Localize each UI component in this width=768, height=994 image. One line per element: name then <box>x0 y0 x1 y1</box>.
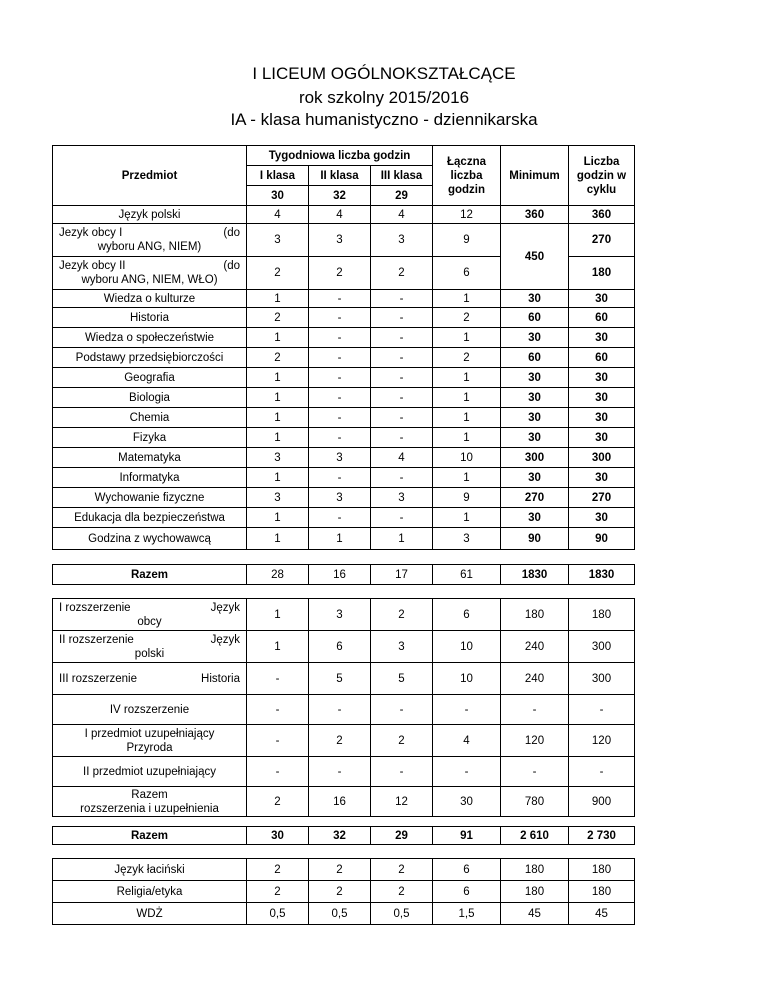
cell: 2 <box>247 787 309 817</box>
cell: 30 <box>501 368 569 388</box>
cell: - <box>309 388 371 408</box>
cell: - <box>309 290 371 308</box>
cell: 1 <box>433 368 501 388</box>
cell-subject: II przedmiot uzupełniający <box>53 757 247 787</box>
cell: 30 <box>569 368 635 388</box>
cell: - <box>247 725 309 757</box>
cell: 17 <box>371 565 433 585</box>
cell: - <box>433 757 501 787</box>
school-year: rok szkolny 2015/2016 <box>298 88 470 107</box>
cell: - <box>247 695 309 725</box>
cell-subject <box>53 599 247 631</box>
table-row <box>53 827 635 845</box>
cell: - <box>309 468 371 488</box>
cell: 0,5 <box>309 903 371 925</box>
cell: 1 <box>247 599 309 631</box>
cell: - <box>569 695 635 725</box>
cell-subject: Język polski <box>53 206 247 224</box>
cell: 300 <box>569 663 635 695</box>
cell: 3 <box>309 599 371 631</box>
cell-subject: Biologia <box>53 388 247 408</box>
cell-subject: Wychowanie fizyczne <box>53 488 247 508</box>
cell-subject: Podstawy przedsiębiorczości <box>53 348 247 368</box>
cell: 6 <box>433 859 501 881</box>
table-row <box>53 787 635 817</box>
cell: - <box>371 388 433 408</box>
cell: 28 <box>247 565 309 585</box>
cell: 29 <box>371 827 433 845</box>
cell-subject <box>53 663 247 695</box>
cell-subject: Historia <box>53 308 247 328</box>
cell: 60 <box>569 308 635 328</box>
cell: 16 <box>309 787 371 817</box>
cell: 360 <box>501 206 569 224</box>
table-row <box>53 290 635 308</box>
table-row <box>53 903 635 925</box>
r2-label-a: II rozszerzenie <box>59 633 134 646</box>
cell: 0,5 <box>247 903 309 925</box>
table-row <box>53 508 635 528</box>
cell: 270 <box>569 488 635 508</box>
cell: 300 <box>569 448 635 468</box>
cell-subject: Matematyka <box>53 448 247 468</box>
r5-label-a: I przedmiot uzupełniający <box>84 727 215 740</box>
cell: 2 <box>309 859 371 881</box>
cell: 30 <box>501 468 569 488</box>
cell: 2 <box>371 725 433 757</box>
r5-label-b: Przyroda <box>126 741 173 754</box>
header-laczna: Łączna liczba godzin <box>433 146 501 206</box>
cell: 2 <box>247 859 309 881</box>
cell: 3 <box>371 488 433 508</box>
table-row <box>53 224 635 257</box>
cell: 2 <box>247 257 309 290</box>
cell: 2 <box>371 859 433 881</box>
cell: 5 <box>371 663 433 695</box>
cell: - <box>501 757 569 787</box>
header-klasa-2: II klasa <box>309 166 371 186</box>
cell: 2 <box>247 348 309 368</box>
cell: 2 610 <box>501 827 569 845</box>
cell: 1 <box>433 388 501 408</box>
cell: 2 <box>309 257 371 290</box>
cell-subject: Język łaciński <box>53 859 247 881</box>
cell: 4 <box>247 206 309 224</box>
cell: 2 <box>371 257 433 290</box>
table-row <box>53 308 635 328</box>
razem-table <box>52 564 635 585</box>
header-tygodniowa: Tygodniowa liczba godzin <box>247 146 433 166</box>
cell: - <box>501 695 569 725</box>
cell: 2 <box>371 881 433 903</box>
razem-ext-table <box>52 786 635 817</box>
cell: 6 <box>433 881 501 903</box>
cell: - <box>371 508 433 528</box>
cell-subject: IV rozszerzenie <box>53 695 247 725</box>
cell: 30 <box>433 787 501 817</box>
r2-label-b: Język <box>210 633 240 646</box>
cell: 2 <box>309 725 371 757</box>
cell: 300 <box>569 631 635 663</box>
cell-subject: Chemia <box>53 408 247 428</box>
obcy1-label-a: Jezyk obcy I <box>59 227 123 239</box>
table-row <box>53 695 635 725</box>
table-row <box>53 206 635 224</box>
cell: - <box>309 308 371 328</box>
cell-subject: Godzina z wychowawcą <box>53 528 247 550</box>
cell: 180 <box>501 599 569 631</box>
cell: 30 <box>569 508 635 528</box>
cell: - <box>371 468 433 488</box>
cell-subject: Informatyka <box>53 468 247 488</box>
cell-subject <box>53 787 247 817</box>
cell: - <box>433 695 501 725</box>
table-row <box>53 468 635 488</box>
table-row <box>53 859 635 881</box>
cell: 180 <box>569 257 635 290</box>
cell: 30 <box>501 328 569 348</box>
r3-label-b: Historia <box>201 672 240 685</box>
cell: 1830 <box>501 565 569 585</box>
cell: 30 <box>247 827 309 845</box>
cell: - <box>309 508 371 528</box>
cell: 1 <box>433 328 501 348</box>
header-klasa-1: I klasa <box>247 166 309 186</box>
cell: - <box>371 348 433 368</box>
cell-subject: Edukacja dla bezpieczeństwa <box>53 508 247 528</box>
cell: 0,5 <box>371 903 433 925</box>
cell: 180 <box>501 859 569 881</box>
r1-label-b: Język <box>210 601 240 614</box>
cell: 240 <box>501 663 569 695</box>
razem-ext-label-a: Razem <box>131 788 168 801</box>
r3-label-a: III rozszerzenie <box>59 672 137 685</box>
cell-subject: Geografia <box>53 368 247 388</box>
cell: 90 <box>501 528 569 550</box>
table-row <box>53 488 635 508</box>
cell: 12 <box>371 787 433 817</box>
cell: 1 <box>247 408 309 428</box>
table-row <box>53 881 635 903</box>
cell: 1,5 <box>433 903 501 925</box>
cell: 2 730 <box>569 827 635 845</box>
obcy1-label-b: (do <box>223 227 240 239</box>
cell: - <box>569 757 635 787</box>
cell: 180 <box>569 881 635 903</box>
cell: 2 <box>247 881 309 903</box>
cell: 60 <box>501 348 569 368</box>
cell: 5 <box>309 663 371 695</box>
cell: 4 <box>371 206 433 224</box>
cell: 9 <box>433 224 501 257</box>
cell: 780 <box>501 787 569 817</box>
cell: 91 <box>433 827 501 845</box>
school-name: I LICEUM OGÓLNOKSZTAŁCĄCE <box>252 64 516 83</box>
cell: 1 <box>433 508 501 528</box>
table-row <box>53 528 635 550</box>
cell: - <box>309 368 371 388</box>
cell: 120 <box>569 725 635 757</box>
main-hours-table <box>52 145 635 550</box>
cell: 6 <box>433 257 501 290</box>
cell: 1 <box>433 428 501 448</box>
cell: - <box>371 757 433 787</box>
extensions-table <box>52 598 635 787</box>
razem-ext-label-b: rozszerzenia i uzupełnienia <box>80 802 219 815</box>
cell: 6 <box>433 599 501 631</box>
cell: 1 <box>433 468 501 488</box>
cell: - <box>309 428 371 448</box>
cell: - <box>371 328 433 348</box>
razem-label: Razem <box>53 565 247 585</box>
header-cykl: Liczba godzin w cyklu <box>569 146 635 206</box>
r1-label-c: obcy <box>137 615 162 628</box>
cell: 1 <box>433 290 501 308</box>
table-row <box>53 631 635 663</box>
cell-subject: WDŻ <box>53 903 247 925</box>
cell: 10 <box>433 663 501 695</box>
cell: 1 <box>247 428 309 448</box>
cell: 180 <box>569 599 635 631</box>
cell: 1 <box>247 328 309 348</box>
cell: 120 <box>501 725 569 757</box>
cell: 300 <box>501 448 569 468</box>
cell: 240 <box>501 631 569 663</box>
cell: 30 <box>569 428 635 448</box>
cell: - <box>371 428 433 448</box>
razem-total-label: Razem <box>53 827 247 845</box>
cell: - <box>371 290 433 308</box>
cell: 30 <box>569 328 635 348</box>
obcy2-label-a: Jezyk obcy II <box>59 260 126 272</box>
table-row <box>53 348 635 368</box>
cell: - <box>309 328 371 348</box>
r1-label-a: I rozszerzenie <box>59 601 131 614</box>
cell: 30 <box>569 408 635 428</box>
cell: 3 <box>309 488 371 508</box>
cell: 30 <box>569 468 635 488</box>
table-row <box>53 599 635 631</box>
cell: 9 <box>433 488 501 508</box>
header-tydzien-1: 30 <box>247 186 309 206</box>
cell: 3 <box>371 224 433 257</box>
cell: 3 <box>247 488 309 508</box>
cell: 32 <box>309 827 371 845</box>
cell: 30 <box>501 388 569 408</box>
cell: - <box>247 663 309 695</box>
obcy1-label-c: wyboru ANG, NIEM) <box>97 241 202 253</box>
cell: 1 <box>247 468 309 488</box>
cell: 60 <box>569 348 635 368</box>
cell: 30 <box>569 388 635 408</box>
cell: 270 <box>501 488 569 508</box>
razem-total-table <box>52 826 635 845</box>
cell: 4 <box>371 448 433 468</box>
cell: - <box>309 408 371 428</box>
cell-obcy-minimum: 450 <box>501 224 569 290</box>
cell: 90 <box>569 528 635 550</box>
header-tydzien-3: 29 <box>371 186 433 206</box>
cell: 1 <box>247 388 309 408</box>
cell-subject <box>53 631 247 663</box>
table-row <box>53 663 635 695</box>
cell-subject <box>53 224 247 257</box>
cell: 3 <box>247 224 309 257</box>
cell: - <box>371 368 433 388</box>
obcy2-label-c: wyboru ANG, NIEM, WŁO) <box>81 274 218 286</box>
cell: 60 <box>501 308 569 328</box>
cell: 2 <box>433 348 501 368</box>
cell: - <box>309 695 371 725</box>
cell: 2 <box>309 881 371 903</box>
cell-subject <box>53 257 247 290</box>
cell: - <box>309 757 371 787</box>
cell: 1 <box>247 290 309 308</box>
table-row <box>53 328 635 348</box>
cell: 1 <box>247 631 309 663</box>
cell: 900 <box>569 787 635 817</box>
cell: 1 <box>433 408 501 428</box>
cell: 270 <box>569 224 635 257</box>
cell: 2 <box>371 599 433 631</box>
header-minimum: Minimum <box>501 146 569 206</box>
table-row <box>53 565 635 585</box>
cell: 3 <box>371 631 433 663</box>
cell: - <box>247 757 309 787</box>
cell: - <box>309 348 371 368</box>
table-row <box>53 428 635 448</box>
cell-subject: Religia/etyka <box>53 881 247 903</box>
cell: 1830 <box>569 565 635 585</box>
cell: 2 <box>247 308 309 328</box>
cell: 3 <box>309 448 371 468</box>
table-row <box>53 368 635 388</box>
cell: 1 <box>247 528 309 550</box>
cell: 12 <box>433 206 501 224</box>
cell: 30 <box>569 290 635 308</box>
cell: 6 <box>309 631 371 663</box>
cell: 180 <box>501 881 569 903</box>
table-row <box>53 408 635 428</box>
cell: 45 <box>569 903 635 925</box>
cell: 3 <box>309 224 371 257</box>
cell: 360 <box>569 206 635 224</box>
cell-subject: Fizyka <box>53 428 247 448</box>
cell: 10 <box>433 631 501 663</box>
cell: 30 <box>501 508 569 528</box>
cell: 10 <box>433 448 501 468</box>
cell-subject: Wiedza o społeczeństwie <box>53 328 247 348</box>
cell: 4 <box>309 206 371 224</box>
table-row <box>53 388 635 408</box>
cell: 3 <box>247 448 309 468</box>
cell: 1 <box>247 508 309 528</box>
cell: 4 <box>433 725 501 757</box>
header-tydzien-2: 32 <box>309 186 371 206</box>
cell: 1 <box>309 528 371 550</box>
cell: 61 <box>433 565 501 585</box>
cell: - <box>371 695 433 725</box>
cell: 2 <box>433 308 501 328</box>
cell-subject <box>53 725 247 757</box>
cell: 16 <box>309 565 371 585</box>
header-przedmiot: Przedmiot <box>53 146 247 206</box>
cell: 3 <box>433 528 501 550</box>
cell: 30 <box>501 428 569 448</box>
cell: 30 <box>501 408 569 428</box>
cell: 45 <box>501 903 569 925</box>
cell: - <box>371 308 433 328</box>
cell: 30 <box>501 290 569 308</box>
r2-label-c: polski <box>134 647 165 660</box>
table-row <box>53 757 635 787</box>
cell-subject: Wiedza o kulturze <box>53 290 247 308</box>
obcy2-label-b: (do <box>223 260 240 272</box>
header-klasa-3: III klasa <box>371 166 433 186</box>
extra-subjects-table <box>52 858 635 925</box>
cell: 1 <box>247 368 309 388</box>
cell: 180 <box>569 859 635 881</box>
table-row <box>53 448 635 468</box>
class-name: IA - klasa humanistyczno - dziennikarska <box>230 110 538 129</box>
cell: 1 <box>371 528 433 550</box>
table-row <box>53 725 635 757</box>
cell: - <box>371 408 433 428</box>
